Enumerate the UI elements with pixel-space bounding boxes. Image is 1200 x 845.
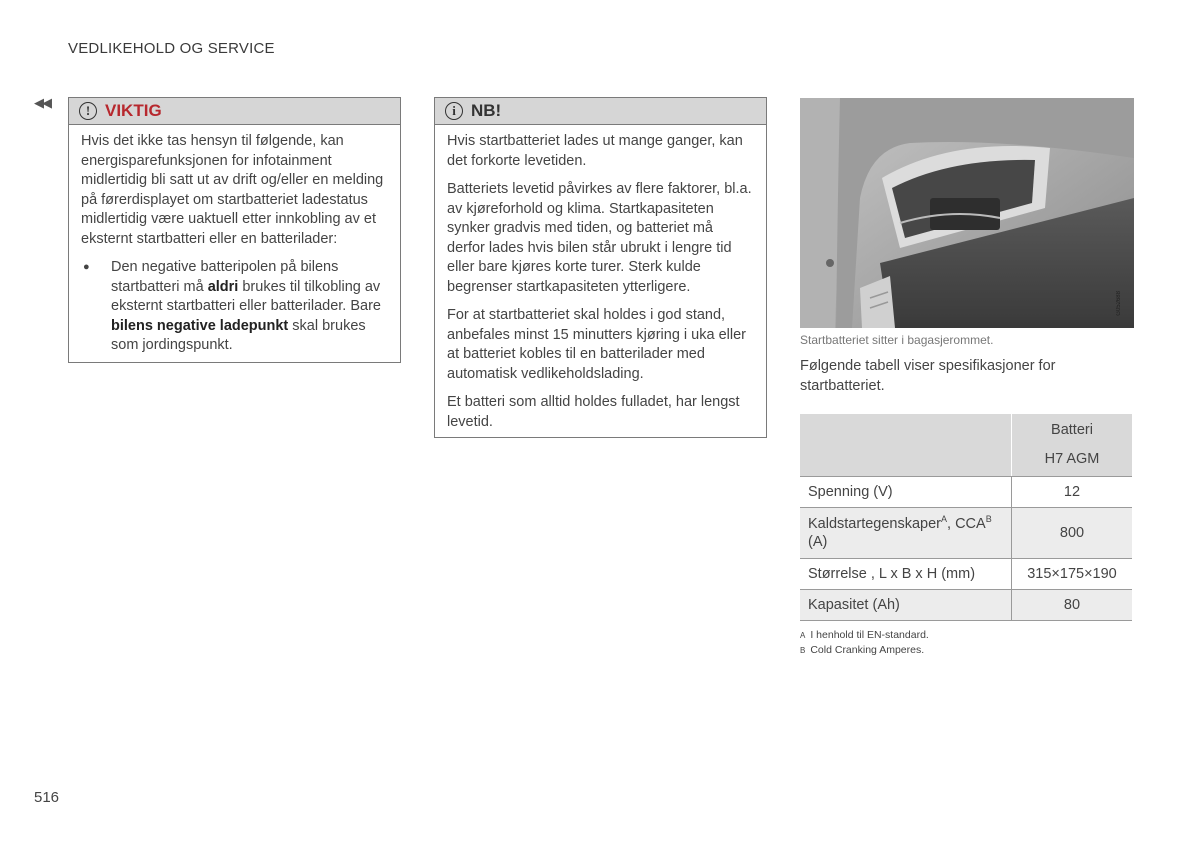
bullet-dot-icon: ● <box>83 261 90 273</box>
note-box <box>434 97 767 438</box>
header-empty-cell <box>800 414 1012 477</box>
battery-location-photo <box>800 98 1134 328</box>
image-code: G052688 <box>1116 291 1122 316</box>
figure-caption: Startbatteriet sitter i bagasjerommet. <box>800 333 994 347</box>
row-label: Størrelse , L x B x H (mm) <box>800 559 1012 590</box>
trunk-illustration <box>800 98 1134 328</box>
header-battery-type: H7 AGM <box>1044 451 1100 467</box>
table-row <box>800 590 1132 621</box>
warning-bullet-text: Den negative batteripolen på bilens startbatteri må aldri brukes til tilkobling av eksternt startbatteri eller batterilader. Bare bilens negative ladepunkt skal brukes som jordingspunkt. <box>111 259 381 353</box>
header-battery-label: Batteri <box>1051 422 1093 438</box>
row-label: Spenning (V) <box>800 477 1012 508</box>
warning-title: VIKTIG <box>105 101 162 120</box>
back-arrows-icon[interactable]: ◀◀ <box>34 95 50 110</box>
note-paragraph: Hvis startbatteriet lades ut mange ganger, kan det forkorte levetiden. <box>447 133 743 169</box>
row-value: 800 <box>1012 508 1133 559</box>
footnote: B Cold Cranking Amperes. <box>800 644 925 656</box>
note-paragraph: Et batteri som alltid holdes fulladet, har lengst levetid. <box>447 394 740 430</box>
note-paragraph: For at startbatteriet skal holdes i god stand, anbefales minst 15 minutters kjøring i uka eller at batteriet kobles til en batterilader med automatisk vedlikeholdslading. <box>447 307 746 382</box>
section-header: VEDLIKEHOLD OG SERVICE <box>68 40 275 57</box>
table-header-row <box>800 414 1132 477</box>
warning-box <box>68 97 401 363</box>
warning-bullet <box>81 258 388 356</box>
table-row <box>800 508 1132 559</box>
row-value: 315×175×190 <box>1012 559 1133 590</box>
note-box-header <box>435 98 766 125</box>
note-title: NB! <box>471 101 502 120</box>
warning-intro: Hvis det ikke tas hensyn til følgende, kan energisparefunksjonen for infotainment midlertidig bli satt ut av drift og/eller en melding på førerdisplayet om startbatteriet ladestatus midlertidig være uaktuell etter innkobling av et eksternt startbatteri eller en batterilader: <box>81 133 384 247</box>
footnote: A I henhold til EN-standard. <box>800 629 929 641</box>
page-number: 516 <box>34 789 60 806</box>
warning-body <box>69 125 400 366</box>
row-value: 12 <box>1012 477 1133 508</box>
table-intro: Følgende tabell viser spesifikasjoner for startbatteriet. <box>800 358 1056 394</box>
warning-box-header <box>69 98 400 125</box>
table-row <box>800 559 1132 590</box>
info-icon: i <box>445 102 463 120</box>
note-paragraph: Batteriets levetid påvirkes av flere faktorer, bl.a. av kjøreforhold og klima. Startkapasiteten synker gradvis med tiden, og batteriet må derfor lades hvis bilen står ubrukt i lengre tid eller bare kjøres korte turer. Sterk kulde begrenser startkapasiteten ytterligere. <box>447 181 752 295</box>
row-label: Kaldstartegenskaper$^A$, $CCA^B$ (A) <box>800 508 1012 559</box>
row-value: 80 <box>1012 590 1133 621</box>
row-label: Kapasitet (Ah) <box>800 590 1012 621</box>
note-body <box>435 125 766 442</box>
header-battery-cell <box>1012 414 1133 477</box>
table-row <box>800 477 1132 508</box>
exclamation-icon: ! <box>79 102 97 120</box>
battery-spec-table <box>800 414 1132 621</box>
footnotes <box>800 628 929 658</box>
